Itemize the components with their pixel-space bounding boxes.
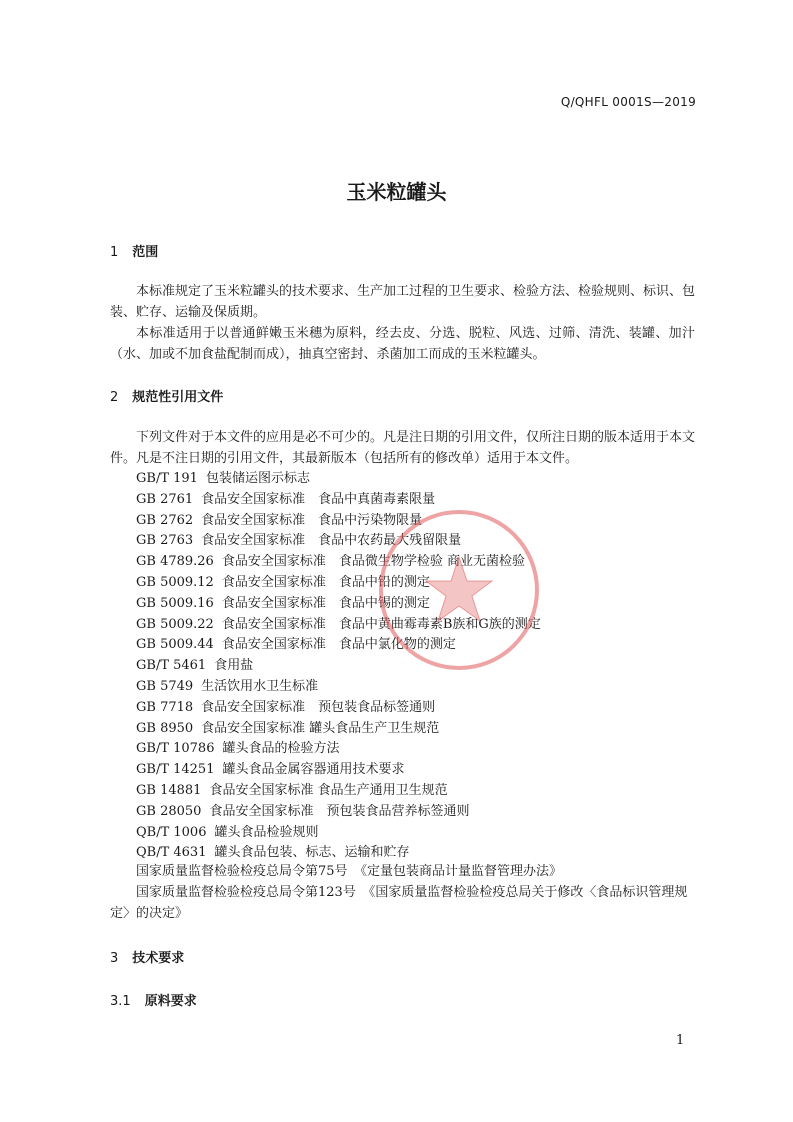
- reference-code: GB 2761: [136, 491, 194, 507]
- reference-code: GB 5009.12: [136, 575, 214, 590]
- reference-title: 食品安全国家标准 食品中氯化物的测定: [221, 637, 456, 653]
- reference-code: GB/T 5461: [136, 658, 207, 674]
- section-number: 3.1: [110, 994, 131, 1009]
- section-title: 规范性引用文件: [132, 390, 224, 405]
- section-number: 1: [110, 245, 119, 260]
- section-number: 3: [110, 951, 119, 966]
- reference-code: GB 8950: [136, 720, 194, 736]
- section-number: 2: [110, 390, 119, 405]
- reference-title: 食品安全国家标准 食品中污染物限量: [201, 512, 423, 528]
- reference-item: [136, 822, 319, 843]
- reference-decree-123: 国家质量监督检验检疫总局令第123号 《国家质量监督检验检疫总局关于修改〈食品标识管理规定〉的决定》: [110, 885, 688, 921]
- document-title: 玉米粒罐头: [346, 180, 447, 204]
- reference-title: 食品安全国家标准 预包装食品营养标签通则: [209, 803, 470, 819]
- reference-code: GB 2762: [136, 512, 194, 528]
- reference-title: 罐头食品检验规则: [214, 824, 319, 840]
- reference-item: [136, 468, 310, 489]
- reference-code: GB/T 10786: [136, 741, 215, 757]
- reference-title: 食品安全国家标准 食品中黄曲霉毒素B族和G族的测定: [221, 616, 541, 632]
- reference-title: 食品安全国家标准 食品中铅的测定: [221, 575, 430, 590]
- section-3-heading: [110, 947, 184, 966]
- reference-title: 罐头食品的检验方法: [222, 741, 340, 757]
- company-seal-stamp: [374, 505, 544, 675]
- section-title: 技术要求: [132, 951, 185, 966]
- reference-title: 食品安全国家标准 食品微生物学检验 商业无菌检验: [221, 554, 525, 570]
- paragraph: 本标准适用于以普通鲜嫩玉米穗为原料，经去皮、分选、脱粒、风选、过筛、清洗、装罐、加汁（水、加或不加食盐配制而成），抽真空密封、杀菌加工而成的玉米粒罐头。: [110, 326, 695, 362]
- reference-title: 生活饮用水卫生标准: [201, 679, 319, 694]
- reference-code: QB/T 4631: [136, 845, 207, 861]
- reference-item: [136, 759, 405, 780]
- reference-title: 罐头食品包装、标志、运输和贮存: [214, 845, 410, 861]
- reference-item: [136, 697, 435, 718]
- paragraph: 下列文件对于本文件的应用是必不可少的。凡是注日期的引用文件，仅所注日期的版本适用于本文件。凡是不注日期的引用文件，其最新版本（包括所有的修改单）适用于本文件。: [110, 430, 696, 466]
- reference-item: [136, 676, 318, 697]
- document-id: Q/QHFL 0001S—2019: [560, 95, 696, 109]
- reference-title: 食品安全国家标准 食品中真菌毒素限量: [201, 491, 436, 507]
- section-title: 原料要求: [144, 994, 197, 1009]
- reference-code: GB 5009.16: [136, 595, 214, 611]
- reference-title: 食品安全国家标准 食品生产通用卫生规范: [209, 783, 448, 798]
- section-2-heading: [110, 386, 223, 405]
- reference-decree-75: 国家质量监督检验检疫总局令第75号 《定量包装商品计量监督管理办法》: [136, 864, 563, 879]
- reference-code: GB 5009.22: [136, 616, 214, 632]
- reference-title: 包装储运图示标志: [205, 471, 310, 486]
- reference-title: 食用盐: [214, 658, 254, 674]
- reference-title: 罐头食品金属容器通用技术要求: [222, 762, 405, 778]
- section-title: 范围: [132, 245, 159, 260]
- reference-title: 食品安全国家标准 食品中农药最大残留限量: [201, 533, 462, 549]
- page-number: 1: [676, 1033, 685, 1048]
- reference-code: QB/T 1006: [136, 824, 207, 840]
- reference-item: [136, 780, 448, 801]
- reference-item: [136, 718, 439, 739]
- reference-title: 食品安全国家标准 预包装食品标签通则: [201, 699, 436, 715]
- section-1-heading: [110, 241, 158, 260]
- reference-item: [136, 801, 469, 822]
- section-3-1-heading: [110, 990, 197, 1009]
- reference-code: GB 5749: [136, 679, 194, 694]
- reference-item: [136, 655, 253, 676]
- reference-title: 食品安全国家标准 罐头食品生产卫生规范: [201, 720, 440, 736]
- reference-code: GB 2763: [136, 533, 194, 549]
- reference-code: GB 28050: [136, 803, 202, 819]
- reference-code: GB 14881: [136, 783, 202, 798]
- reference-code: GB 5009.44: [136, 637, 214, 653]
- reference-item: [136, 738, 340, 759]
- reference-code: GB 4789.26: [136, 554, 214, 570]
- paragraph: 本标准规定了玉米粒罐头的技术要求、生产加工过程的卫生要求、检验方法、检验规则、标识、包装、贮存、运输及保质期。: [110, 284, 696, 320]
- reference-code: GB 7718: [136, 699, 194, 715]
- reference-code: GB/T 14251: [136, 762, 215, 778]
- reference-code: GB/T 191: [136, 471, 198, 486]
- reference-title: 食品安全国家标准 食品中锡的测定: [221, 595, 430, 611]
